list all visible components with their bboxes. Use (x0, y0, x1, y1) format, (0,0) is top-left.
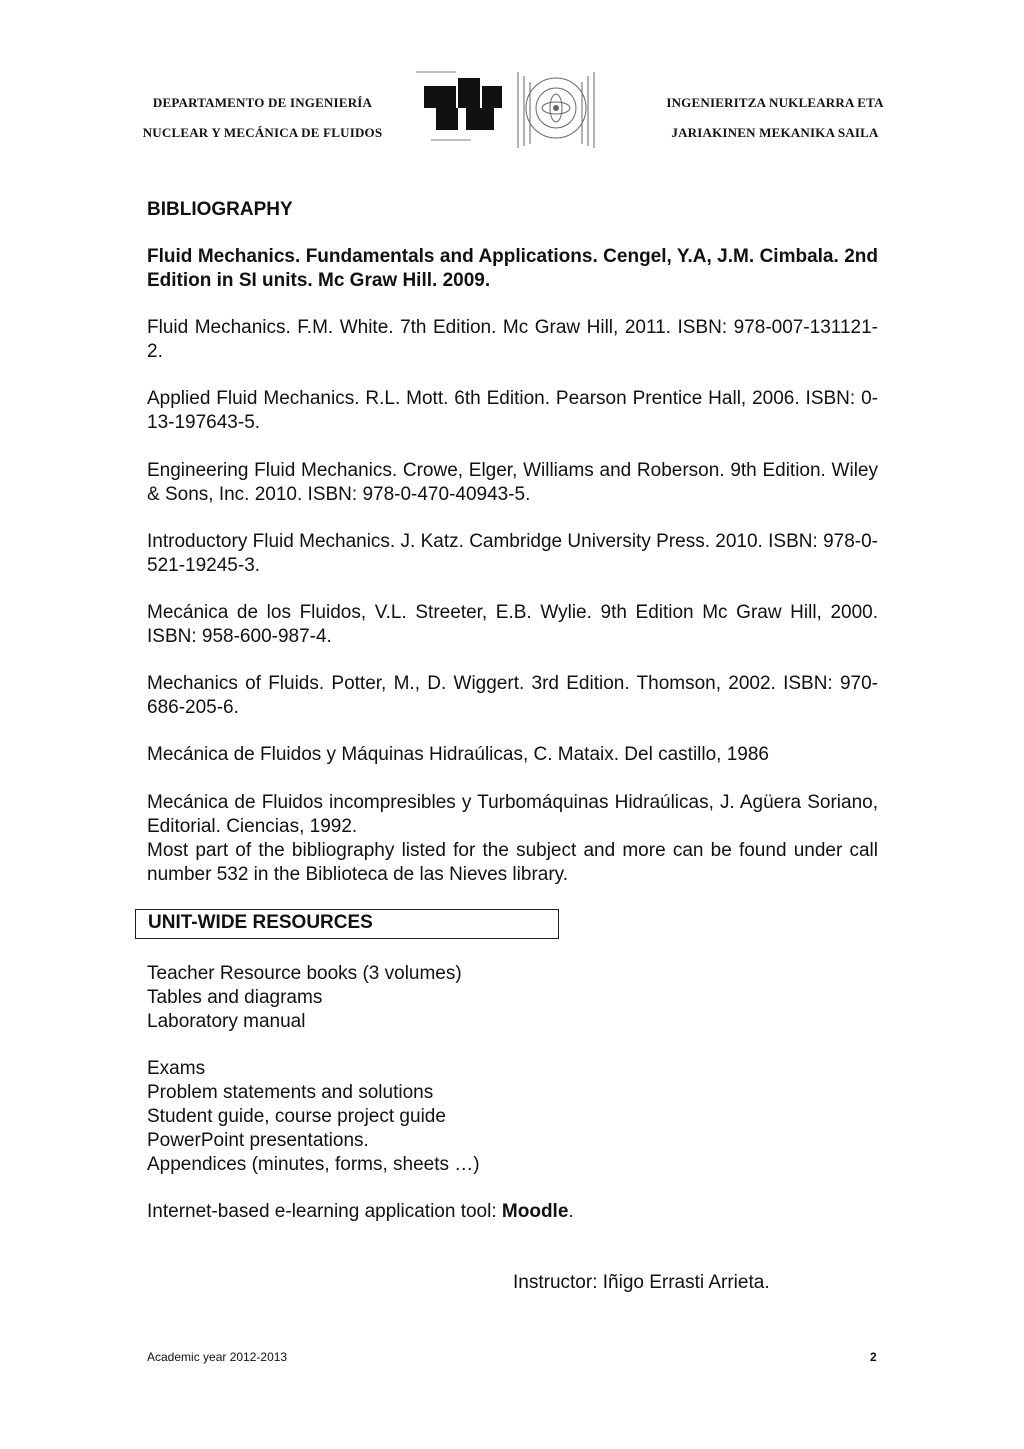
bib-entry-1: Fluid Mechanics. Fundamentals and Applications. Cengel, Y.A, J.M. Cimbala. 2nd Edition in SI units. Mc Graw Hill. 2009. (147, 246, 878, 291)
elearning-suffix: . (568, 1201, 574, 1222)
resources-title-box (135, 909, 559, 939)
elearning-prefix: Internet-based e-learning application tool: (147, 1201, 502, 1222)
library-note: Most part of the bibliography listed for the subject and more can be found under call number 532 in the Biblioteca de las Nieves library. (147, 840, 878, 885)
bib-entry-2: Fluid Mechanics. F.M. White. 7th Edition. Mc Graw Hill, 2011. ISBN: 978-007-131121-2. (147, 317, 878, 362)
header-left-line2: NUCLEAR Y MECÁNICA DE FLUIDOS (142, 125, 383, 140)
bib-entry-8: Mecánica de Fluidos y Máquinas Hidraúlicas, C. Mataix. Del castillo, 1986 (147, 744, 769, 765)
header-right-line1: INGENIERITZA NUKLEARRA ETA (666, 95, 884, 110)
resource-item: Teacher Resource books (3 volumes) (147, 963, 462, 984)
resource-item: Exams (147, 1058, 206, 1079)
section-title: BIBLIOGRAPHY (147, 199, 293, 220)
resource-item: Appendices (minutes, forms, sheets …) (147, 1154, 480, 1175)
footer-page-number: 2 (870, 1350, 877, 1364)
header-right (640, 88, 910, 148)
header-right-line2: JARIAKINEN MEKANIKA SAILA (671, 125, 879, 140)
bib-entry-6: Mecánica de los Fluidos, V.L. Streeter, E.B. Wylie. 9th Edition Mc Graw Hill, 2000. ISBN: 958-600-987-4. (147, 602, 878, 647)
header-left-line1: DEPARTAMENTO DE INGENIERÍA (152, 95, 373, 110)
resource-item: PowerPoint presentations. (147, 1130, 369, 1151)
footer-academic-year: Academic year 2012-2013 (147, 1350, 288, 1364)
resource-item: Laboratory manual (147, 1011, 306, 1032)
resource-item: Problem statements and solutions (147, 1082, 434, 1103)
resource-item: Student guide, course project guide (147, 1106, 446, 1127)
bib-entry-4: Engineering Fluid Mechanics. Crowe, Elger, Williams and Roberson. 9th Edition. Wiley & Sons, Inc. 2010. ISBN: 978-0-470-40943-5. (147, 460, 878, 505)
bib-entry-5: Introductory Fluid Mechanics. J. Katz. Cambridge University Press. 2010. ISBN: 978-0-521-19245-3. (147, 531, 878, 576)
bib-entry-3: Applied Fluid Mechanics. R.L. Mott. 6th Edition. Pearson Prentice Hall, 2006. ISBN: 0-13-197643-5. (147, 388, 878, 433)
header-left (120, 88, 405, 148)
bib-entry-9: Mecánica de Fluidos incompresibles y Turbomáquinas Hidraúlicas, J. Agüera Soriano, Editorial. Ciencias, 1992. (147, 792, 878, 837)
resource-item: Tables and diagrams (147, 987, 323, 1008)
university-logo (406, 60, 622, 152)
elearning-line (147, 1200, 574, 1224)
elearning-tool: Moodle (501, 1201, 569, 1222)
instructor: Instructor: Iñigo Errasti Arrieta. (513, 1272, 770, 1293)
bib-entry-7: Mechanics of Fluids. Potter, M., D. Wiggert. 3rd Edition. Thomson, 2002. ISBN: 970-686-205-6. (147, 673, 878, 718)
resources-title: UNIT-WIDE RESOURCES (148, 912, 373, 933)
